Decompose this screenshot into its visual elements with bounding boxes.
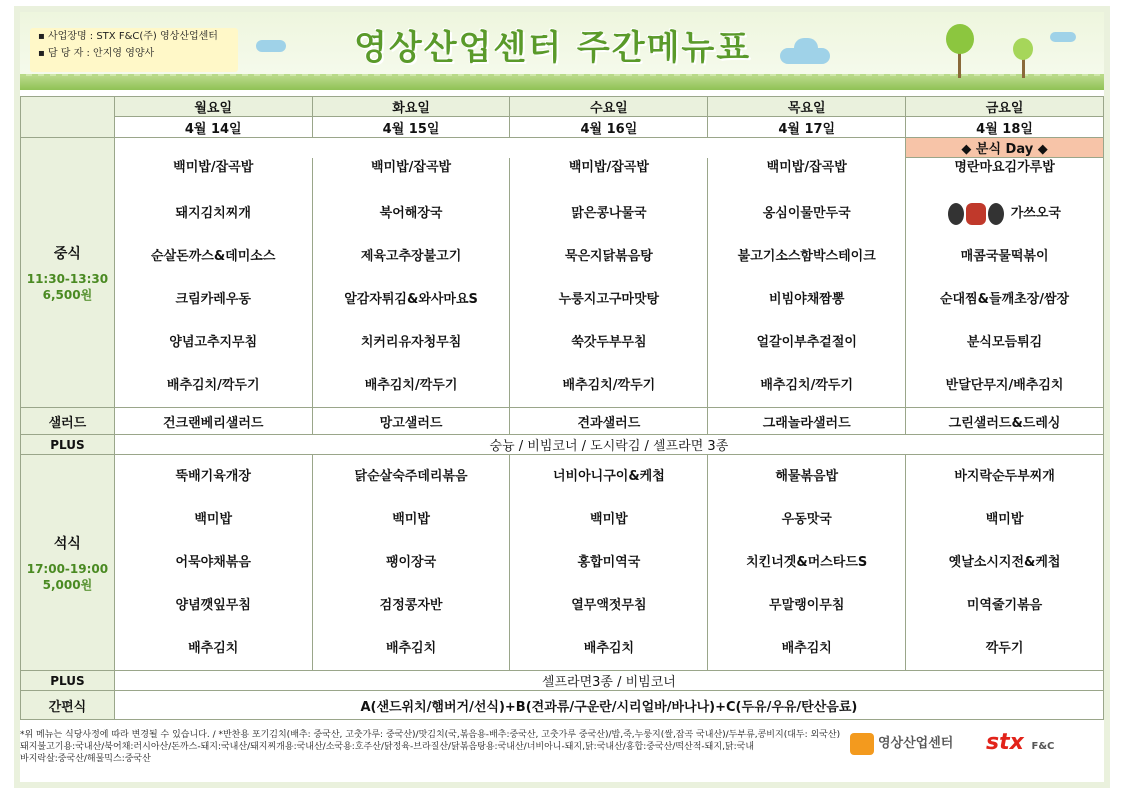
day-header: 목요일 — [708, 97, 906, 117]
lunch-price: 6,500원 — [42, 287, 93, 302]
footer-note: *위 메뉴는 식당사정에 따라 변경될 수 있습니다. / *반찬용 포기김치(배추: 중국산, 고춧가루: 중국산)/맛김치(국,볶음용-배추:중국산, 고춧가루 중국산)/밥,죽,누룽지(쌀,잡곡 국내산)/두부류,콩비지(대두: 외국산) — [20, 730, 840, 740]
snack-row — [21, 691, 1104, 720]
menu-item: 명란마요김가루밥 — [906, 158, 1104, 193]
dinner-row — [21, 498, 1104, 541]
menu-item: 백미밥/잡곡밥 — [510, 158, 708, 193]
menu-item: 배추김치 — [114, 627, 312, 671]
menu-item: 옛날소시지전&케첩 — [906, 541, 1104, 584]
plus-label: PLUS — [21, 671, 115, 691]
menu-item: 너비아니구이&케첩 — [510, 455, 708, 499]
cloud-icon — [256, 40, 286, 52]
plus-lunch-text: 숭늉 / 비빔코너 / 도시락김 / 셀프라면 3종 — [114, 435, 1103, 455]
dinner-price: 5,000원 — [42, 577, 93, 592]
lunch-spacer — [114, 138, 905, 158]
lunch-time: 11:30-13:30 — [26, 271, 109, 286]
plus-lunch-row — [21, 435, 1104, 455]
menu-item: 바지락순두부찌개 — [906, 455, 1104, 499]
menu-item: 미역줄기볶음 — [906, 584, 1104, 627]
mascot-icon — [966, 203, 986, 225]
snack-label: 간편식 — [21, 691, 115, 720]
menu-item: 닭순살숙주데리볶음 — [312, 455, 510, 499]
weekly-menu-table — [20, 96, 1104, 720]
menu-item: 백미밥 — [906, 498, 1104, 541]
menu-item: 백미밥 — [114, 498, 312, 541]
menu-item: 옹심이물만두국 — [708, 192, 906, 235]
date-header: 4월 16일 — [510, 117, 708, 138]
day-header: 화요일 — [312, 97, 510, 117]
menu-item: 배추김치/깍두기 — [708, 364, 906, 408]
center-logo: 영상산업센터 — [850, 732, 953, 755]
menu-item: 제육고추장불고기 — [312, 235, 510, 278]
info-box — [30, 28, 238, 72]
menu-item: 반달단무지/배추김치 — [906, 364, 1104, 408]
menu-item: 열무액젓무침 — [510, 584, 708, 627]
mascot-icon — [988, 203, 1004, 225]
menu-item: 배추김치 — [708, 627, 906, 671]
menu-item: 홍합미역국 — [510, 541, 708, 584]
lunch-row — [21, 235, 1104, 278]
dinner-row — [21, 455, 1104, 499]
day-header: 수요일 — [510, 97, 708, 117]
menu-item: 돼지김치찌개 — [114, 192, 312, 235]
header-banner — [20, 12, 1104, 90]
menu-item: 순살돈까스&데미소스 — [114, 235, 312, 278]
menu-item: 배추김치/깍두기 — [510, 364, 708, 408]
menu-item: 백미밥/잡곡밥 — [312, 158, 510, 193]
corner-cell — [21, 97, 115, 138]
stx-logo: stx F&C — [986, 730, 1055, 755]
menu-item-with-mascot — [906, 192, 1104, 235]
dinner-label: 석식 — [53, 535, 81, 552]
lunch-row — [21, 364, 1104, 408]
lunch-label: 중식 — [53, 245, 81, 262]
menu-item: 누룽지고구마맛탕 — [510, 278, 708, 321]
plus-dinner-row — [21, 671, 1104, 691]
menu-item: 해물볶음밥 — [708, 455, 906, 499]
menu-item: 매콤국물떡볶이 — [906, 235, 1104, 278]
menu-item: 북어해장국 — [312, 192, 510, 235]
dinner-row — [21, 541, 1104, 584]
tree-icon — [1013, 38, 1033, 60]
day-header-row — [21, 97, 1104, 117]
salad-row — [21, 408, 1104, 435]
bunsik-day-banner: ◆ 분식 Day ◆ — [906, 138, 1104, 158]
lunch-row — [21, 158, 1104, 193]
salad-item: 그래놀라샐러드 — [708, 408, 906, 435]
menu-item: 분식모듬튀김 — [906, 321, 1104, 364]
cloud-icon — [1050, 32, 1076, 42]
dinner-row — [21, 627, 1104, 671]
menu-item: 묵은지닭볶음탕 — [510, 235, 708, 278]
menu-item: 치킨너겟&머스타드S — [708, 541, 906, 584]
salad-label: 샐러드 — [21, 408, 115, 435]
menu-item: 백미밥 — [312, 498, 510, 541]
menu-item: 알감자튀김&와사마요S — [312, 278, 510, 321]
menu-item: 비빔야채짬뽕 — [708, 278, 906, 321]
menu-item: 백미밥/잡곡밥 — [114, 158, 312, 193]
dinner-time: 17:00-19:00 — [26, 561, 109, 576]
plus-dinner-text: 셀프라면3종 / 비빔코너 — [114, 671, 1103, 691]
day-header: 월요일 — [114, 97, 312, 117]
day-header: 금요일 — [906, 97, 1104, 117]
dinner-row — [21, 584, 1104, 627]
menu-item: 깍두기 — [906, 627, 1104, 671]
center-logo-icon — [850, 733, 874, 755]
menu-item: 양념깻잎무침 — [114, 584, 312, 627]
salad-item: 견과샐러드 — [510, 408, 708, 435]
salad-item: 건크랜베리샐러드 — [114, 408, 312, 435]
mascot-icon — [948, 203, 964, 225]
menu-item: 맑은콩나물국 — [510, 192, 708, 235]
info-manager: ▪ 담 당 자 : 안지영 영양사 — [38, 48, 155, 59]
menu-item: 배추김치 — [312, 627, 510, 671]
date-header: 4월 15일 — [312, 117, 510, 138]
menu-item: 치커리유자청무침 — [312, 321, 510, 364]
footer-notes — [20, 729, 840, 765]
menu-item: 우동맛국 — [708, 498, 906, 541]
menu-item: 팽이장국 — [312, 541, 510, 584]
date-header: 4월 17일 — [708, 117, 906, 138]
menu-item: 배추김치/깍두기 — [312, 364, 510, 408]
menu-item: 백미밥 — [510, 498, 708, 541]
menu-item: 양념고추지무침 — [114, 321, 312, 364]
menu-item: 검정콩자반 — [312, 584, 510, 627]
menu-sheet — [20, 12, 1104, 782]
date-header-row — [21, 117, 1104, 138]
cloud-icon — [794, 38, 818, 58]
plus-label: PLUS — [21, 435, 115, 455]
footer-note: 바지락살:중국산/해물믹스:중국산 — [20, 754, 151, 764]
date-header: 4월 14일 — [114, 117, 312, 138]
tree-icon — [946, 24, 974, 54]
menu-item: 배추김치 — [510, 627, 708, 671]
footer-note: 돼지불고기용:국내산/북어채:러시아산/돈까스-돼지:국내산/돼지찌개용:국내산/소국용:호주산/닭정육-브라질산/닭볶음탕용:국내산/너비아니-돼지,닭:국내산/홍합:중국산/떡산적-돼지,닭:국내 — [20, 742, 755, 752]
date-header: 4월 18일 — [906, 117, 1104, 138]
page-title: 영상산업센터 주간메뉴표 — [354, 28, 752, 68]
menu-item: 무말랭이무침 — [708, 584, 906, 627]
grass-decoration — [20, 76, 1104, 90]
lunch-row — [21, 192, 1104, 235]
salad-item: 망고샐러드 — [312, 408, 510, 435]
menu-item: 가쓰오국 — [1010, 206, 1061, 221]
menu-item: 불고기소스함박스테이크 — [708, 235, 906, 278]
menu-item: 배추김치/깍두기 — [114, 364, 312, 408]
menu-item: 크림카레우동 — [114, 278, 312, 321]
info-company: ▪ 사업장명 : STX F&C(주) 영상산업센터 — [38, 31, 218, 42]
lunch-banner-row — [21, 138, 1104, 158]
menu-item: 순대찜&들깨초장/쌈장 — [906, 278, 1104, 321]
menu-item: 뚝배기육개장 — [114, 455, 312, 499]
menu-item: 어묵야채볶음 — [114, 541, 312, 584]
menu-item: 얼갈이부추겉절이 — [708, 321, 906, 364]
snack-text: A(샌드위치/햄버거/선식)+B(견과류/구운란/시리얼바/바나나)+C(두유/우유/탄산음료) — [114, 691, 1103, 720]
salad-item: 그린샐러드&드레싱 — [906, 408, 1104, 435]
dinner-label-cell — [21, 455, 115, 671]
lunch-label-cell — [21, 138, 115, 408]
lunch-row — [21, 278, 1104, 321]
lunch-row — [21, 321, 1104, 364]
menu-item: 백미밥/잡곡밥 — [708, 158, 906, 193]
menu-item: 쑥갓두부무침 — [510, 321, 708, 364]
